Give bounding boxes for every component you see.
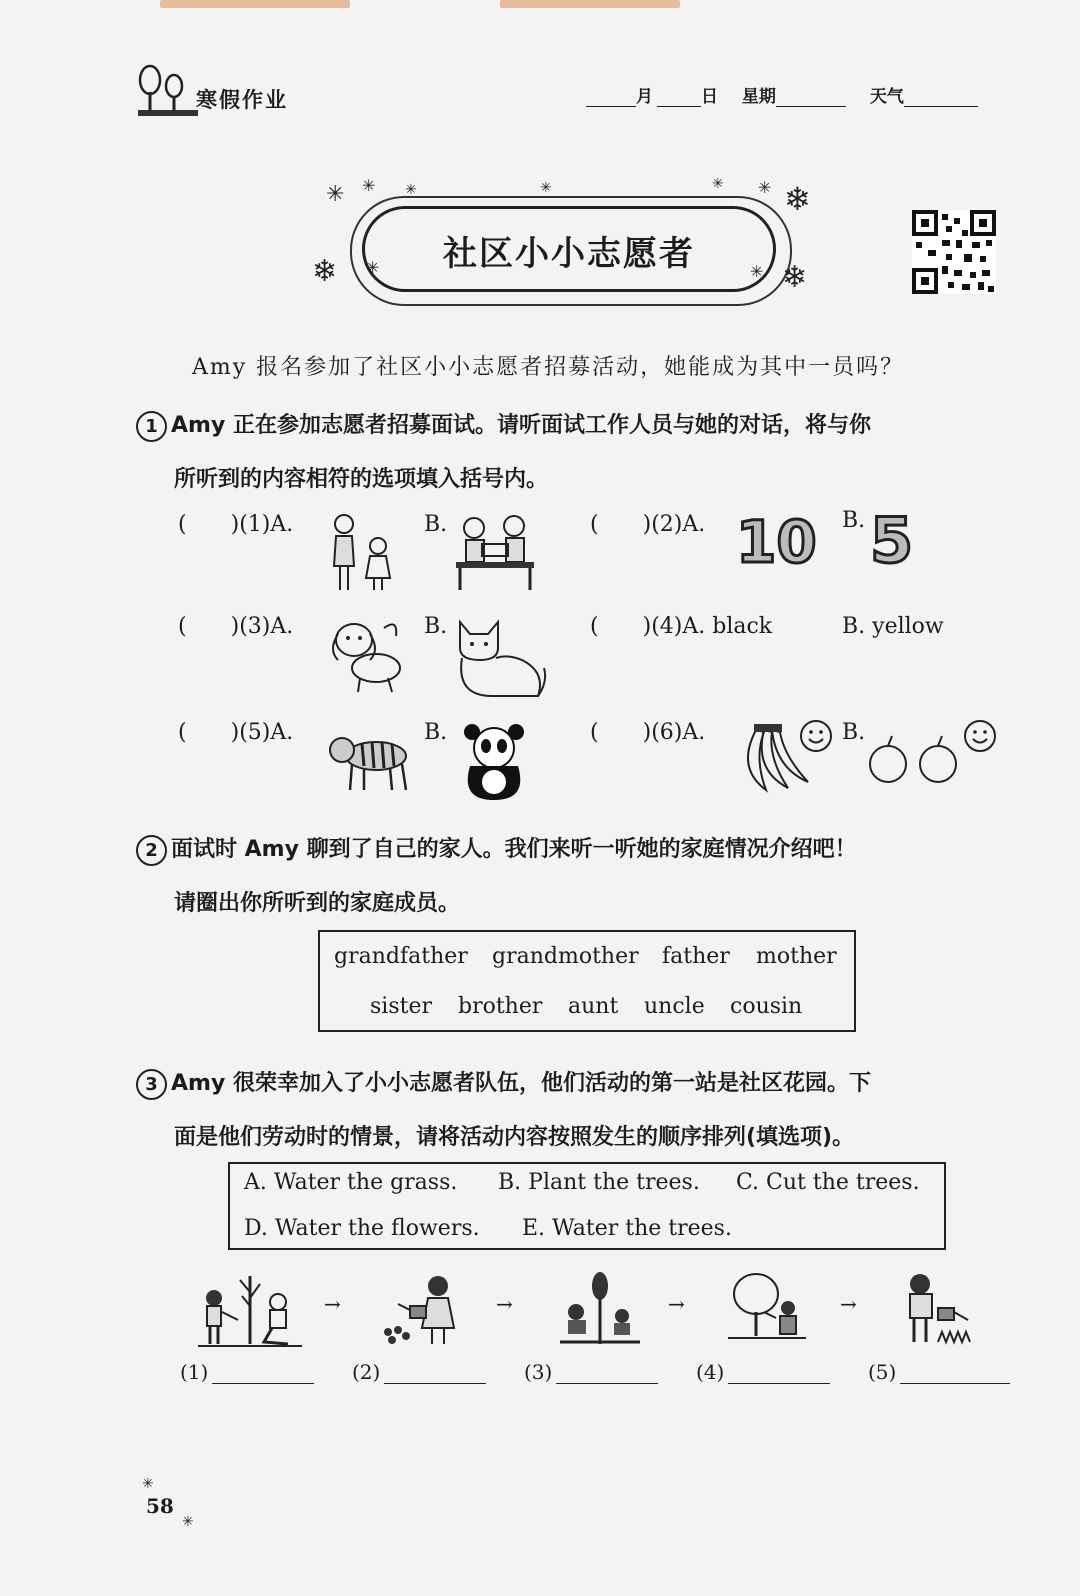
arrow-icon: → [668, 1292, 685, 1316]
day-blank[interactable] [657, 88, 701, 107]
answer-bracket-1[interactable]: ( )(1)A. [178, 512, 294, 537]
month-blank[interactable] [586, 88, 636, 107]
section1-instruction [136, 408, 871, 442]
option-b-yellow: B. yellow [842, 614, 944, 639]
apples-image [866, 718, 1000, 788]
family-word[interactable]: mother [756, 944, 837, 969]
option-c-cut-trees: C. Cut the trees. [736, 1170, 920, 1195]
family-word[interactable]: sister [370, 994, 432, 1019]
weather-blank[interactable] [904, 88, 978, 107]
weekday-blank[interactable] [776, 88, 846, 107]
order-answer-4[interactable]: (4) [696, 1360, 830, 1384]
snowflake-icon: ✳ [366, 258, 380, 277]
arrow-icon: → [496, 1292, 513, 1316]
section3-line2: 面是他们劳动时的情景，请将活动内容按照发生的顺序排列(填选项)。 [174, 1125, 855, 1150]
cutting-tree-scene [728, 1268, 806, 1350]
answer-bracket-2[interactable]: ( )(2)A. [590, 512, 706, 537]
family-word[interactable]: aunt [568, 994, 619, 1019]
item-number: (4) [651, 614, 683, 639]
tiger-image [326, 730, 412, 794]
watering-grass-scene [898, 1270, 978, 1348]
snowflake-icon: ✳ [405, 182, 417, 198]
watering-flowers-scene [380, 1272, 466, 1348]
top-decoration-left [160, 0, 350, 8]
item-number: (3) [239, 614, 271, 639]
option-e-water-trees: E. Water the trees. [522, 1216, 732, 1241]
section2-line1: 面试时 Amy 聊到了自己的家人。我们来听一听她的家庭情况介绍吧！ [171, 837, 857, 862]
trees-logo-icon [134, 60, 200, 122]
boy-and-girl-on-bench-image [452, 514, 538, 592]
question-number-2: 2 [136, 835, 167, 866]
order-answer-3[interactable]: (3) [524, 1360, 658, 1384]
planting-tree-scene [198, 1272, 302, 1348]
order-answer-2[interactable]: (2) [352, 1360, 486, 1384]
item-number: (2) [651, 512, 683, 537]
order-answer-1[interactable]: (1) [180, 1360, 314, 1384]
family-word[interactable]: grandmother [492, 944, 639, 969]
date-line [586, 82, 978, 107]
book-title: 寒假作业 [196, 88, 288, 112]
option-b-label: B. [424, 614, 448, 639]
item-number: (1) [239, 512, 271, 537]
snowflake-icon: ❄ [312, 254, 338, 289]
weekday-label: 星期 [741, 87, 776, 107]
day-label: 日 [701, 87, 718, 107]
item-number: (5) [239, 720, 271, 745]
family-word[interactable]: cousin [730, 994, 803, 1019]
panda-image [460, 722, 530, 800]
cat-image [452, 612, 548, 698]
page-number: 58 [146, 1494, 174, 1518]
qr-code-icon[interactable] [912, 210, 996, 294]
answer-bracket-3[interactable]: ( )(3)A. [178, 614, 294, 639]
option-a-label: A. [270, 614, 294, 639]
dog-image [326, 614, 406, 694]
item-number: (6) [651, 720, 683, 745]
snowflake-icon: ✳ [750, 262, 764, 281]
option-b-label: B. [842, 720, 866, 745]
option-a-label: A. [270, 512, 294, 537]
snowflake-icon: ✳ [540, 180, 552, 196]
option-b-label: B. [842, 508, 866, 533]
option-b-label: B. [424, 720, 448, 745]
snowflake-icon: ✳ [142, 1476, 154, 1492]
question-number-3: 3 [136, 1069, 167, 1100]
option-a-water-grass: A. Water the grass. [244, 1170, 458, 1195]
section3-instruction [136, 1066, 871, 1100]
section3-line1: Amy 很荣幸加入了小小志愿者队伍，他们活动的第一站是社区花园。下 [171, 1071, 871, 1096]
option-a-label: A. [270, 720, 294, 745]
option-d-water-flowers: D. Water the flowers. [244, 1216, 480, 1241]
planting-seedling-scene [560, 1272, 640, 1348]
family-word[interactable]: father [662, 944, 730, 969]
section1-line2: 所听到的内容相符的选项填入括号内。 [174, 467, 549, 492]
section2-line2: 请圈出你所听到的家庭成员。 [174, 891, 461, 916]
lesson-title: 社区小小志愿者 [443, 234, 695, 274]
snowflake-icon: ✳ [758, 178, 772, 197]
family-word[interactable]: grandfather [334, 944, 468, 969]
snowflake-icon: ❄ [784, 180, 811, 218]
option-a-label: A. [682, 512, 706, 537]
answer-bracket-6[interactable]: ( )(6)A. [590, 720, 706, 745]
family-word[interactable]: brother [458, 994, 543, 1019]
arrow-icon: → [840, 1292, 857, 1316]
option-b-label: B. [424, 512, 448, 537]
bananas-image [736, 718, 834, 794]
snowflake-icon: ✳ [362, 176, 376, 195]
answer-bracket-5[interactable]: ( )(5)A. [178, 720, 294, 745]
snowflake-icon: ✳ [712, 176, 724, 192]
section1-line1: Amy 正在参加志愿者招募面试。请听面试工作人员与她的对话，将与你 [171, 413, 871, 438]
mother-and-girl-image [326, 512, 398, 592]
snowflake-icon: ✳ [326, 182, 345, 207]
snowflake-icon: ✳ [182, 1514, 194, 1530]
section2-instruction [136, 832, 857, 866]
order-answer-5[interactable]: (5) [868, 1360, 1010, 1384]
arrow-icon: → [324, 1292, 341, 1316]
number-five: 5 [870, 504, 914, 577]
number-ten: 10 [736, 508, 817, 576]
weather-label: 天气 [869, 87, 904, 107]
option-a-black: A. black [682, 614, 773, 639]
option-a-label: A. [682, 720, 706, 745]
snowflake-icon: ❄ [782, 260, 808, 295]
month-label: 月 [636, 87, 653, 107]
answer-bracket-4[interactable]: ( )(4)A. black [590, 614, 773, 639]
top-decoration-right [500, 0, 680, 8]
intro-text: Amy 报名参加了社区小小志愿者招募活动，她能成为其中一员吗？ [192, 355, 905, 380]
question-number-1: 1 [136, 411, 167, 442]
family-word[interactable]: uncle [644, 994, 705, 1019]
option-b-plant-trees: B. Plant the trees. [498, 1170, 700, 1195]
